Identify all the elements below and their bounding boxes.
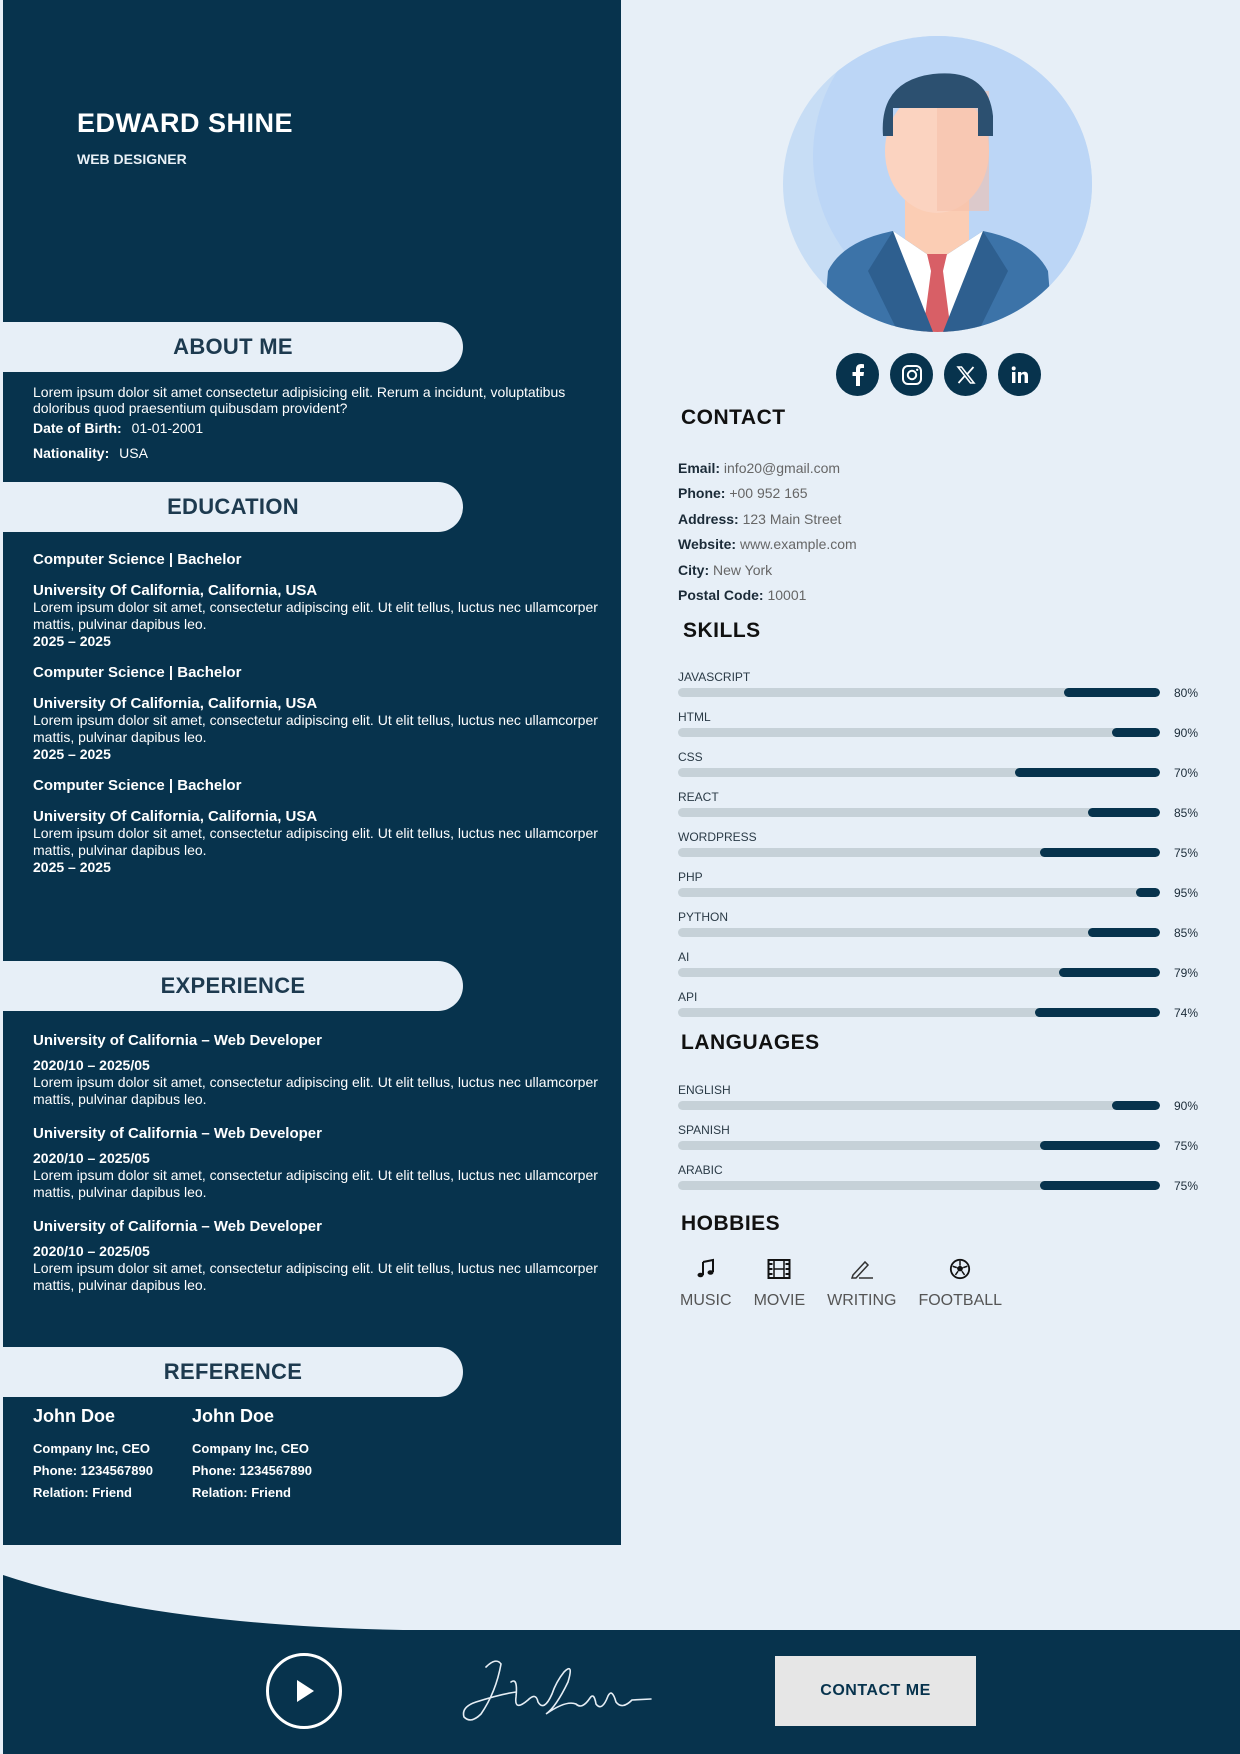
skill-name: PYTHON	[678, 910, 729, 924]
hobby-label: FOOTBALL	[918, 1292, 1003, 1309]
skill-fill	[1136, 888, 1160, 897]
skill-row	[678, 830, 1218, 870]
hobby-writing	[827, 1258, 896, 1310]
skill-track	[678, 768, 1160, 777]
x-icon[interactable]	[944, 353, 987, 396]
skill-name: API	[678, 990, 698, 1004]
reference-card	[33, 1406, 193, 1507]
about-block	[33, 384, 603, 462]
skill-row	[678, 950, 1218, 990]
skill-percent: 85%	[1174, 926, 1199, 940]
skill-row	[678, 870, 1218, 910]
skill-name: HTML	[678, 710, 711, 724]
skill-percent: 95%	[1174, 886, 1199, 900]
education-dates: 2025 – 2025	[33, 859, 111, 875]
experience-desc: Lorem ipsum dolor sit amet, consectetur adipiscing elit. Ut elit tellus, luctus nec ullamcorper mattis, pulvinar dapibus leo.	[33, 1260, 598, 1293]
experience-desc: Lorem ipsum dolor sit amet, consectetur adipiscing elit. Ut elit tellus, luctus nec ullamcorper mattis, pulvinar dapibus leo.	[33, 1167, 598, 1200]
skill-fill	[1035, 1008, 1160, 1017]
education-entry	[33, 777, 603, 876]
experience-role: University of California – Web Developer	[33, 1218, 322, 1235]
skill-track	[678, 888, 1160, 897]
contact-postal	[678, 583, 857, 608]
instagram-icon[interactable]	[890, 353, 933, 396]
skill-name: AI	[678, 950, 690, 964]
education-list	[33, 551, 603, 890]
skill-fill	[1088, 808, 1160, 817]
football-icon	[948, 1258, 972, 1280]
contact-city	[678, 558, 857, 583]
email-value[interactable]: info20@gmail.com	[723, 460, 841, 476]
film-icon	[767, 1258, 791, 1280]
reference-card	[192, 1406, 352, 1507]
signature-image	[456, 1652, 656, 1732]
skill-row	[678, 670, 1218, 710]
skill-track	[678, 968, 1160, 977]
website-label: Website:	[678, 536, 737, 553]
hobbies-heading: HOBBIES	[681, 1212, 781, 1235]
education-entry	[33, 664, 603, 763]
experience-entry	[33, 1218, 603, 1294]
skill-track	[678, 928, 1160, 937]
education-desc: Lorem ipsum dolor sit amet, consectetur adipiscing elit. Ut elit tellus, luctus nec ullamcorper mattis, pulvinar dapibus leo.	[33, 825, 598, 858]
dob-label: Date of Birth:	[33, 420, 122, 436]
language-track	[678, 1181, 1160, 1190]
experience-entry	[33, 1125, 603, 1201]
skill-track	[678, 728, 1160, 737]
hobby-label: MOVIE	[753, 1292, 806, 1309]
hobby-music	[680, 1258, 732, 1310]
avatar-illustration	[783, 36, 1092, 332]
reference-company: Company Inc, CEO	[33, 1441, 151, 1456]
skill-row	[678, 710, 1218, 750]
skill-track	[678, 1008, 1160, 1017]
about-heading: ABOUT ME	[3, 322, 463, 372]
profile-name: EDWARD SHINE	[77, 108, 294, 138]
reference-relation: Relation: Friend	[33, 1485, 132, 1500]
reference-name: John Doe	[192, 1406, 275, 1426]
experience-dates: 2020/10 – 2025/05	[33, 1150, 150, 1166]
language-name: ENGLISH	[678, 1083, 731, 1097]
skill-name: REACT	[678, 790, 719, 804]
skill-name: JAVASCRIPT	[678, 670, 751, 684]
reference-name: John Doe	[33, 1406, 116, 1426]
hobby-label: WRITING	[827, 1292, 897, 1309]
hobby-label: MUSIC	[680, 1292, 732, 1309]
skill-row	[678, 790, 1218, 830]
education-school: University Of California, California, USA	[33, 582, 318, 599]
education-dates: 2025 – 2025	[33, 746, 111, 762]
contact-phone	[678, 481, 857, 506]
hobbies-list	[680, 1258, 1024, 1310]
language-percent: 90%	[1174, 1099, 1199, 1113]
contact-list	[678, 456, 857, 608]
experience-heading: EXPERIENCE	[3, 961, 463, 1011]
city-value: New York	[713, 561, 773, 578]
postal-label: Postal Code:	[678, 587, 764, 604]
social-links	[836, 353, 1041, 396]
skill-fill	[1064, 688, 1160, 697]
play-button[interactable]	[266, 1653, 342, 1729]
language-row	[678, 1083, 1218, 1123]
skill-row	[678, 750, 1218, 790]
languages-heading: LANGUAGES	[681, 1031, 820, 1054]
language-row	[678, 1163, 1218, 1203]
postal-value: 10001	[767, 587, 807, 604]
pen-icon	[849, 1258, 875, 1280]
language-percent: 75%	[1174, 1139, 1199, 1153]
left-column	[3, 0, 621, 1545]
skill-percent: 75%	[1174, 846, 1199, 860]
nationality-value: USA	[119, 445, 148, 461]
email-label: Email:	[678, 460, 721, 476]
reference-relation: Relation: Friend	[192, 1485, 291, 1500]
reference-phone: Phone: 1234567890	[33, 1463, 153, 1478]
about-text: Lorem ipsum dolor sit amet consectetur adipisicing elit. Rerum a incidunt, voluptatibus doloribus quod praesentium quibusdam provident?	[33, 384, 566, 416]
skills-list	[678, 670, 1218, 1030]
website-value[interactable]: www.example.com	[739, 536, 857, 553]
language-percent: 75%	[1174, 1179, 1199, 1193]
language-row	[678, 1123, 1218, 1163]
language-track	[678, 1141, 1160, 1150]
language-fill	[1040, 1181, 1161, 1190]
skill-fill	[1112, 728, 1160, 737]
skill-percent: 79%	[1174, 966, 1199, 980]
experience-list	[33, 1032, 603, 1308]
facebook-icon[interactable]	[836, 353, 879, 396]
contact-heading: CONTACT	[681, 406, 786, 429]
education-desc: Lorem ipsum dolor sit amet, consectetur adipiscing elit. Ut elit tellus, luctus nec ullamcorper mattis, pulvinar dapibus leo.	[33, 712, 598, 745]
skill-fill	[1059, 968, 1160, 977]
phone-value: +00 952 165	[729, 485, 808, 502]
skill-percent: 85%	[1174, 806, 1199, 820]
reference-heading: REFERENCE	[3, 1347, 463, 1397]
contact-email	[678, 456, 857, 481]
language-name: SPANISH	[678, 1123, 730, 1137]
education-degree: Computer Science | Bachelor	[33, 777, 242, 794]
skill-fill	[1015, 768, 1160, 777]
linkedin-icon[interactable]	[998, 353, 1041, 396]
contact-website	[678, 532, 857, 557]
experience-entry	[33, 1032, 603, 1108]
language-fill	[1112, 1101, 1160, 1110]
languages-list	[678, 1083, 1218, 1203]
reference-company: Company Inc, CEO	[192, 1441, 310, 1456]
skill-percent: 80%	[1174, 686, 1199, 700]
contact-me-button[interactable]: CONTACT ME	[775, 1656, 976, 1726]
skill-name: PHP	[678, 870, 703, 884]
education-school: University Of California, California, USA	[33, 695, 318, 712]
profile-photo	[783, 36, 1092, 332]
skill-percent: 74%	[1174, 1006, 1199, 1020]
language-track	[678, 1101, 1160, 1110]
profile-title: WEB DESIGNER	[77, 151, 187, 167]
education-dates: 2025 – 2025	[33, 633, 111, 649]
experience-desc: Lorem ipsum dolor sit amet, consectetur adipiscing elit. Ut elit tellus, luctus nec ullamcorper mattis, pulvinar dapibus leo.	[33, 1074, 598, 1107]
music-note-icon	[695, 1258, 717, 1280]
education-school: University Of California, California, USA	[33, 808, 318, 825]
hobby-football	[918, 1258, 1002, 1310]
skill-name: CSS	[678, 750, 703, 764]
hobby-movie	[754, 1258, 806, 1310]
experience-dates: 2020/10 – 2025/05	[33, 1243, 150, 1259]
address-value: 123 Main Street	[742, 510, 842, 527]
skill-fill	[1088, 928, 1160, 937]
language-name: ARABIC	[678, 1163, 723, 1177]
play-icon	[291, 1677, 317, 1705]
skill-row	[678, 910, 1218, 950]
contact-address	[678, 507, 857, 532]
experience-role: University of California – Web Developer	[33, 1125, 322, 1142]
skill-percent: 70%	[1174, 766, 1199, 780]
skill-percent: 90%	[1174, 726, 1199, 740]
education-degree: Computer Science | Bachelor	[33, 551, 242, 568]
skill-track	[678, 848, 1160, 857]
language-fill	[1040, 1141, 1161, 1150]
city-label: City:	[678, 561, 710, 578]
education-entry	[33, 551, 603, 650]
skill-name: WORDPRESS	[678, 830, 757, 844]
nationality-row	[33, 445, 603, 462]
nationality-label: Nationality:	[33, 445, 110, 461]
skill-track	[678, 688, 1160, 697]
experience-role: University of California – Web Developer	[33, 1032, 322, 1049]
education-desc: Lorem ipsum dolor sit amet, consectetur adipiscing elit. Ut elit tellus, luctus nec ullamcorper mattis, pulvinar dapibus leo.	[33, 599, 598, 632]
dob-value: 01-01-2001	[131, 420, 204, 436]
dob-row	[33, 420, 603, 437]
education-degree: Computer Science | Bachelor	[33, 664, 242, 681]
education-heading: EDUCATION	[3, 482, 463, 532]
skill-row	[678, 990, 1218, 1030]
phone-label: Phone:	[678, 485, 726, 502]
skill-fill	[1040, 848, 1161, 857]
skill-track	[678, 808, 1160, 817]
experience-dates: 2020/10 – 2025/05	[33, 1057, 150, 1073]
reference-phone: Phone: 1234567890	[192, 1463, 312, 1478]
address-label: Address:	[678, 510, 739, 527]
skills-heading: SKILLS	[683, 619, 761, 642]
